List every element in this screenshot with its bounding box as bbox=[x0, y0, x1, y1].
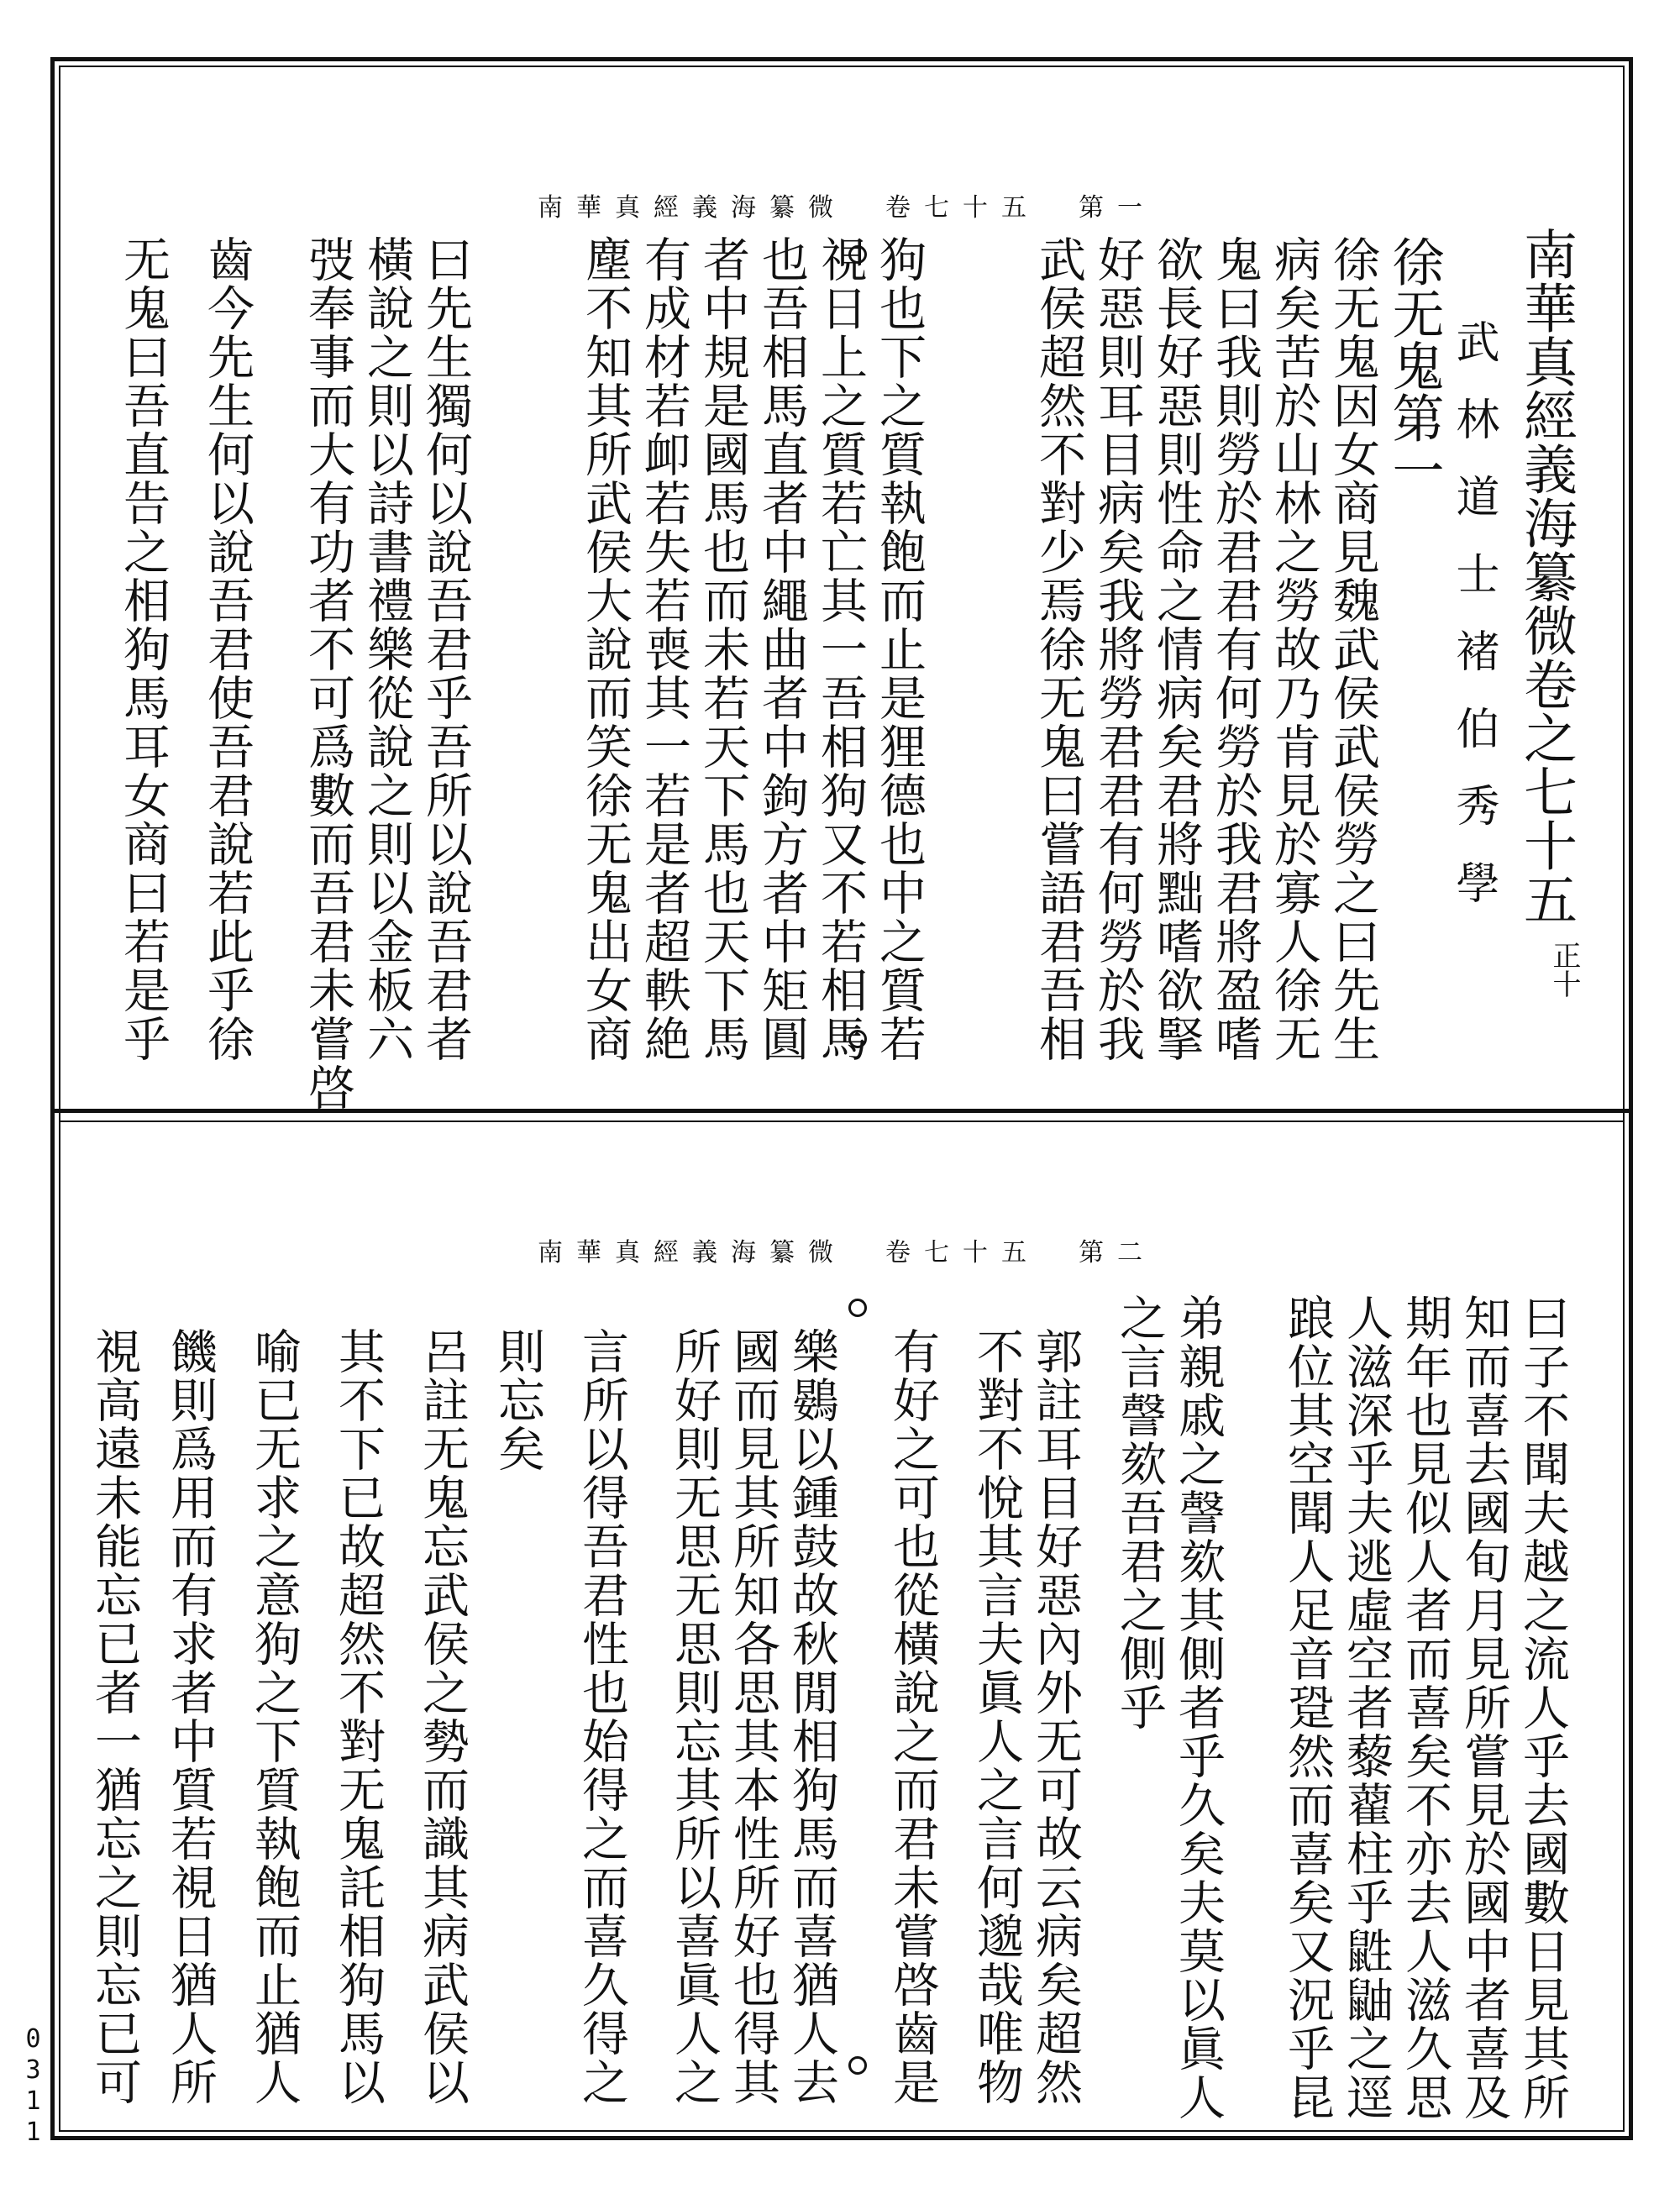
text-column: 鬼曰我則勞於君君有何勞於我君將盈嗜 bbox=[1208, 235, 1263, 1063]
top-title: 南華真經義海纂微卷之七十五 bbox=[1515, 227, 1577, 926]
text-column: 言所以得吾君性也始得之而喜久得之 bbox=[575, 1327, 629, 2107]
page-divider-inner bbox=[59, 1120, 1625, 1122]
top-section-title: 徐无鬼第一 bbox=[1383, 235, 1445, 496]
text-column: 國而見其所知各思其本性所好也得其 bbox=[726, 1327, 780, 2107]
text-column: 曰先生獨何以說吾君乎吾所以說吾君者 bbox=[418, 235, 473, 1063]
circle-marker-icon bbox=[848, 245, 867, 264]
text-column: 之言謦欬吾君之側乎 bbox=[1112, 1294, 1167, 1732]
circle-marker-icon bbox=[848, 2056, 867, 2075]
text-column: 踉位其空聞人足音跫然而喜矣又況乎昆 bbox=[1280, 1294, 1335, 2122]
text-column: 則忘矣 bbox=[491, 1327, 545, 1473]
top-page-tag: 正十 bbox=[1547, 941, 1581, 998]
text-column: 其不下已故超然不對无鬼託相狗馬以 bbox=[331, 1327, 386, 2107]
text-column: 齒今先生何以說吾君使吾君說若此乎徐 bbox=[200, 235, 255, 1063]
bottom-page-header: 南華真經義海纂微 卷七十五 第二 bbox=[538, 1238, 1156, 1267]
text-column: 曰子不聞夫越之流人乎去國數日見其所 bbox=[1515, 1294, 1570, 2122]
text-column: 也吾相馬直者中繩曲者中鉤方者中矩圓 bbox=[754, 235, 809, 1063]
text-column: 病矣苦於山林之勞故乃肯見於寡人徐无 bbox=[1267, 235, 1321, 1063]
text-column: 期年也見似人者而喜矣不亦去人滋久思 bbox=[1398, 1294, 1452, 2122]
top-page-header: 南華真經義海纂微 卷七十五 第一 bbox=[538, 193, 1156, 223]
text-column: 喻已无求之意狗之下質執飽而止猶人 bbox=[247, 1327, 302, 2107]
text-column: 好惡則耳目病矣我將勞君君有何勞於我 bbox=[1090, 235, 1145, 1063]
text-column: 弟親戚之謦欬其側者乎久矣夫莫以眞人 bbox=[1171, 1294, 1226, 2122]
text-column: 有好之可也從橫說之而君未嘗啓齒是 bbox=[885, 1327, 940, 2107]
text-column: 者中規是國馬也而未若天下馬也天下馬 bbox=[696, 235, 750, 1063]
text-column: 所好則无思无思則忘其所以喜眞人之 bbox=[667, 1327, 722, 2107]
text-column: 塵不知其所武侯大說而笑徐无鬼出女商 bbox=[578, 235, 633, 1063]
text-column: 狗也下之質執飽而止是狸德也中之質若 bbox=[872, 235, 927, 1063]
text-column: 徐无鬼因女商見魏武侯武侯勞之曰先生 bbox=[1326, 235, 1380, 1063]
text-column: 知而喜去國旬月見所嘗見於國中者喜及 bbox=[1457, 1294, 1511, 2122]
text-column: 武侯超然不對少焉徐无鬼曰嘗語君吾相 bbox=[1032, 235, 1086, 1063]
text-column: 不對不悅其言夫眞人之言何邈哉唯物 bbox=[969, 1327, 1024, 2107]
text-column: 視日上之質若亡其一吾相狗又不若相馬 bbox=[813, 235, 868, 1063]
text-column: 欲長好惡則性命之情病矣君將黜嗜欲掔 bbox=[1149, 235, 1204, 1063]
text-column: 視高遠未能忘已者一猶忘之則忘已可 bbox=[87, 1327, 142, 2107]
text-column: 郭註耳目好惡內外无可故云病矣超然 bbox=[1028, 1327, 1083, 2107]
text-column: 樂鷃以鍾鼓故秋閒相狗馬而喜猶人去 bbox=[785, 1327, 839, 2107]
page-divider bbox=[50, 1109, 1633, 1113]
circle-marker-icon bbox=[848, 1030, 867, 1048]
circle-marker-icon bbox=[848, 1299, 867, 1317]
text-column: 呂註无鬼忘武侯之勢而識其病武侯以 bbox=[415, 1327, 470, 2107]
top-author: 武林道士褚伯秀學 bbox=[1448, 319, 1499, 937]
text-column: 饑則爲用而有求者中質若視日猶人所 bbox=[163, 1327, 218, 2107]
text-column: 弢奉事而大有功者不可爲數而吾君未嘗啓 bbox=[301, 235, 355, 1112]
text-column: 无鬼曰吾直告之相狗馬耳女商曰若是乎 bbox=[116, 235, 171, 1063]
page-number: 0311 bbox=[18, 2024, 48, 2149]
text-column: 有成材若卹若失若喪其一若是者超軼絶 bbox=[637, 235, 691, 1063]
text-column: 橫說之則以詩書禮樂從說之則以金板六 bbox=[360, 235, 414, 1063]
text-column: 人滋深乎夫逃虛空者藜藋柱乎鼪鼬之逕 bbox=[1339, 1294, 1394, 2122]
